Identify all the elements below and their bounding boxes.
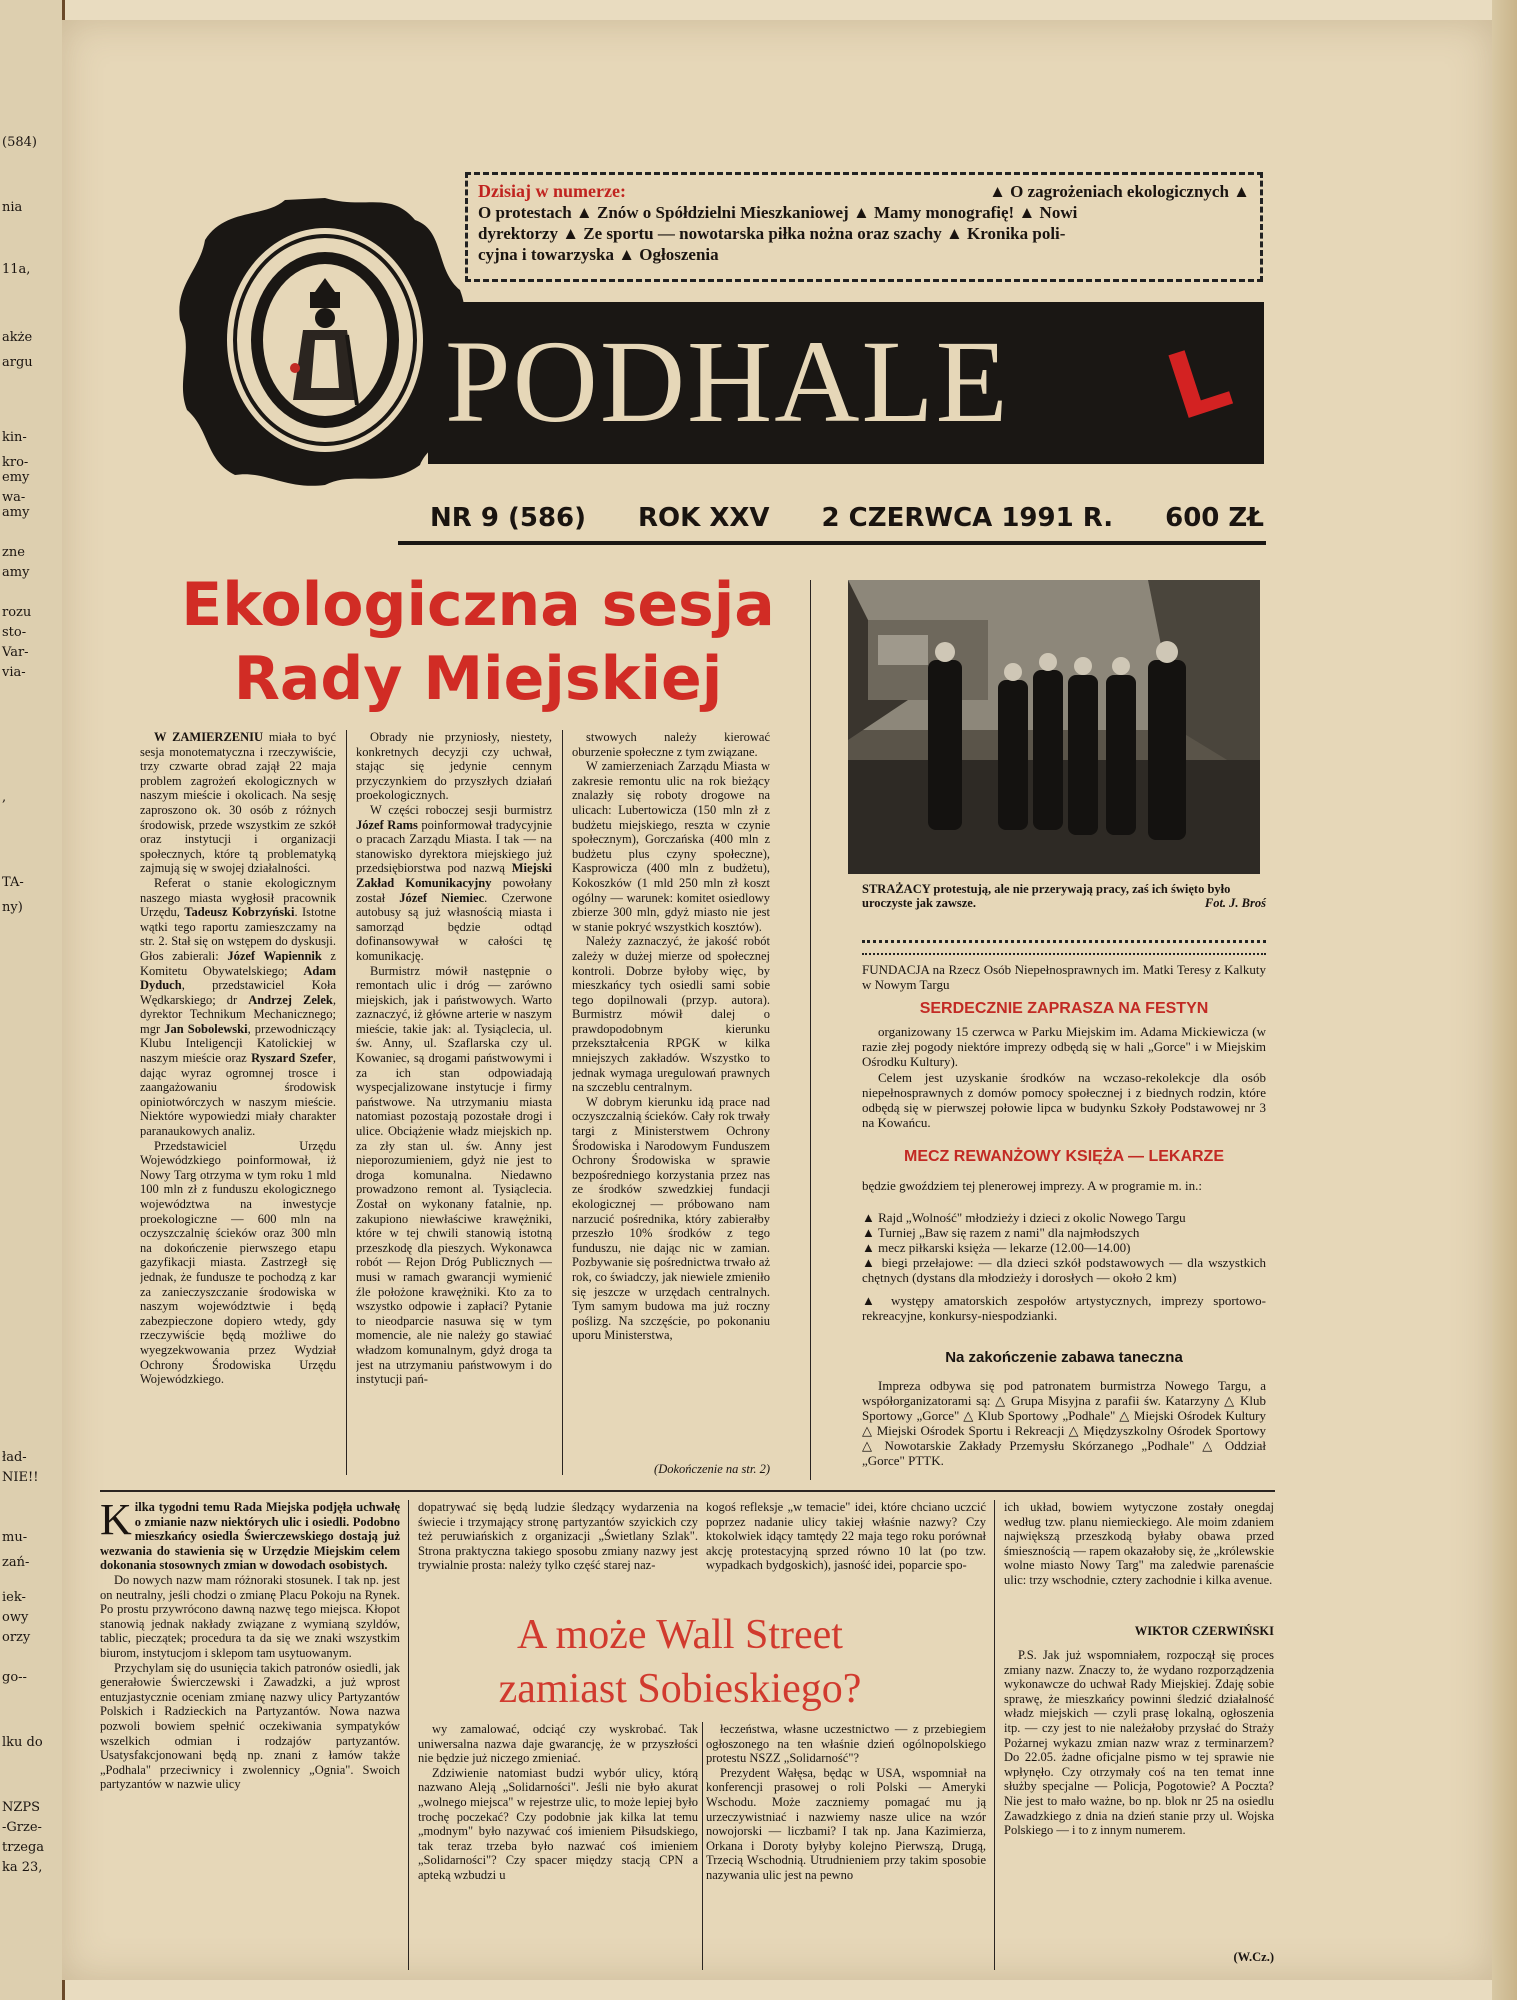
paragraph: Należy zaznaczyć, że jakość robót zależy w dużej mierze od społecznej kontroli. Dobrze byłoby więc, by mieszkańcy tych osiedli sami sobie tego dopilnowali (przyp. autora). Burmistrz mówił dalej o prawdopodobnym kierunku przekształcenia RPGK w kilka mniejszych zakładów. Wszystko to jednak wymaga uregulowań prawnych na szczeblu centralnym. xyxy=(572,934,770,1095)
dance-heading: Na zakończenie zabawa taneczna xyxy=(945,1349,1183,1366)
margin-text-fragment: nia xyxy=(2,200,23,215)
postscript-signature: (W.Cz.) xyxy=(1233,1950,1274,1964)
postscript xyxy=(1004,1648,1274,1948)
photo-credit: Fot. J. Broś xyxy=(1204,896,1266,910)
margin-text-fragment: ny) xyxy=(2,900,23,915)
drop-cap: K xyxy=(100,1500,132,1544)
paragraph: W zamierzeniach Zarządu Miasta w zakresie remontu ulic na rok bieżący znalazły się roboty drogowe na ulicach: Lubertowicza (150 mln zł z budżetu miejskiego, reszta w czynie społecznym), Gorczańska (400 mln z budżetu plus czyny społeczne), Kasprowicza (400 mln z budżetu), Kokoszków (1 mld 250 mln zł koszt ogólny — warunek: komitet osiedlowy zbierze 300 mln, gdyż miasto nie jest w stanie pokryć wszystkich kosztów). xyxy=(572,759,770,934)
margin-text-fragment: , xyxy=(2,790,7,805)
program-item: ▲ biegi przełajowe: — dla dzieci szkół podstawowych — dla wszystkich chętnych (dystans dla młodzieży i dorosłych — około 2 km) xyxy=(862,1255,1266,1285)
festyn-heading: SERDECZNIE ZAPRASZA NA FESTYN xyxy=(919,1000,1209,1017)
match-text: będzie gwoździem tej plenerowej imprezy. A w programie m. in.: xyxy=(862,1178,1202,1193)
column-rule xyxy=(994,1500,995,1970)
paragraph: W ZAMIERZENIU miała to być sesja monotematyczna i rzeczywiście, trzy czwarte obrad zajął 22 maja problem zagrożeń ekologicznych w naszym mieście i okolicach. Na sesję zaproszono ok. 30 osób z różnych środowisk, przede wszystkim ze szkół oraz instytucji i organizacji społecznych, które tą problematyką zajmują się w swojej działalności. xyxy=(140,730,336,876)
margin-text-fragment: go-- xyxy=(2,1670,27,1685)
margin-text-fragment: iek- xyxy=(2,1590,26,1605)
margin-text-fragment: emy xyxy=(2,470,30,485)
margin-text-fragment: rozu xyxy=(2,605,32,620)
paragraph: P.S. Jak już wspomniałem, rozpoczął się proces zmiany nazw. Znaczy to, że wydano rozporządzenia wykonawcze do uchwał Rady Miejskiej. Zdaję sobie sprawę, że mieszkańcy powinni śledzić działalność władz miejskich — czyli prasę lokalną, ogłoszenia itp. — czy jest to nie należałoby przysłać do Straży Pożarnej wykazu zmian nazw wraz z terminarzem? Do 22.05. żadne oficjalne pismo w tej sprawie nie wpłynęło. Czy otrzymały coś na ten temat inne służby specjalne — Policja, Pogotowie? A Poczta? Nie jest to mało ważne, bo np. blok nr 25 na osiedlu Zawadzkiego z dnia na dzień stanie przy ul. Wojska Polskiego — i to z innym numerem. xyxy=(1004,1648,1274,1838)
program-item: ▲ mecz piłkarski księża — lekarze (12.00—14.00) xyxy=(862,1240,1131,1255)
margin-text-fragment: amy xyxy=(2,565,30,580)
program-item: ▲ występy amatorskich zespołów artystycznych, imprezy sportowo-rekreacyjne, konkursy-niespodzianki. xyxy=(862,1293,1266,1323)
contents-line-2: O protestach ▲ Znów o Spółdzielni Mieszkaniowej ▲ Mamy monografię! ▲ Nowi xyxy=(478,203,1078,222)
article-streets-column-2a: dopatrywać się będą ludzie śledzący wydarzenia na świecie i trzymający stronę partyzantów szyickich czy też peruwiańskich z organizacji „Świetlany Szlak". Strona praktyczna takiego sposobu zmiany nazwy jest trywialnie prosta: należy tylko część starej naz- xyxy=(418,1500,698,1573)
program-item: ▲ Turniej „Baw się razem z nami" dla najmłodszych xyxy=(862,1225,1140,1240)
contents-line-4: cyjna i towarzyska ▲ Ogłoszenia xyxy=(478,245,719,264)
publisher-logo-icon: L xyxy=(1155,323,1243,442)
festyn-text: organizowany 15 czerwca w Parku Miejskim im. Adama Mickiewicza (w razie złej pogody niektóre imprezy odbędą się w hali „Gorce" i w Miejskim Ośrodku Kultury). xyxy=(862,1024,1266,1069)
photo-caption xyxy=(862,882,1266,910)
contents-heading: Dzisiaj w numerze: xyxy=(478,181,626,201)
patronage-text: Impreza odbywa się pod patronatem burmistrza Nowego Targu, a współorganizatorami są: △ Grupa Misyjna z parafii św. Katarzyny △ Klub Sportowy „Gorce" △ Klub Sportowy „Podhale" △ Miejski Ośrodek Kultury △ Miejski Ośrodek Sportu i Rekreacji △ Międzyszkolny Ośrodek Sportowy △ Nowotarskie Zakłady Przemysłu Skórzanego „Podhale" △ Oddział „Gorce" PTTK. xyxy=(862,1378,1266,1468)
paragraph: łeczeństwa, własne uczestnictwo — z przebiegiem ogłoszonego na ten właśnie dzień ogólnopolskiego protestu NSZZ „Solidarność"? xyxy=(706,1722,986,1766)
margin-text-fragment: owy xyxy=(2,1610,29,1625)
issue-number: NR 9 (586) xyxy=(430,503,587,533)
paragraph: Przedstawiciel Urzędu Wojewódzkiego poinformował, iż Nowy Targ otrzyma w tym roku 1 mld 100 mln zł z funduszu ekologicznego województwa na inwestycje proekologiczne — 600 mln na oczyszczalnię ścieków oraz 300 mln na dokończenie pierwszego etapu gazyfikacji miasta. Zastrzegł się jednak, że fundusze te pochodzą z kar za zanieczyszczanie środowiska w naszym województwie i będą zabezpieczone dopiero wtedy, gdy rzeczywiście będą możliwe do wyegzekwowania przez Wydział Ochrony Środowiska Urzędu Wojewódzkiego. xyxy=(140,1138,336,1387)
margin-text-fragment: zań- xyxy=(2,1555,30,1570)
article-streets-column-2b xyxy=(418,1722,698,1970)
margin-text-fragment: ka 23, xyxy=(2,1860,43,1875)
paragraph: Burmistrz mówił następnie o remontach ulic i dróg — zarówno miejskich, jak i państwowych. Warto zaznaczyć, iż główne arterie w naszym mieście, takie jak: al. Tysiąclecia, ul. św. Anny, ul. Szaflarska czy ul. Kowaniec, są drogami państwowymi i za ich stan odpowiadają wyspecjalizowane instytucje i firmy państwowe. Na utrzymaniu miasta natomiast pozostają pozostałe drogi i ulice. Obciążenie władz miejskich np. za zły stan ul. św. Anny jest nieporozumieniem, gdyż nie jest to droga komunalna. Niedawno prowadzono remont al. Tysiąclecia. Został on wykonany fatalnie, np. zakupiono niewłaściwe krawężniki, które w tej chwili stanowią istotną przeszkodę dla pieszych. Wykonawca robót — Rejon Dróg Publicznych — musi w ramach gwarancji wymienić źle położone krawężniki. Kto za to wszystko odpowie i zapłaci? Pytanie to nieodparcie nasuwa się w tym momencie, ale nie należy go stawiać władzom komunalnym, gdyż droga ta jest na utrzymaniu państwowym i do instytucji pań- xyxy=(356,963,552,1387)
margin-text-fragment: trzega xyxy=(2,1840,45,1855)
paragraph: Obrady nie przyniosły, niestety, konkretnych decyzji czy uchwał, stając się jedynie cennym przyczynkiem do przyszłych działań proekologicznych. xyxy=(356,730,552,803)
contents-line-1: ▲ O zagrożeniach ekologicznych ▲ xyxy=(989,182,1250,201)
article-streets-column-3a: kogoś refleksje „w temacie" idei, które chciano uczcić poprzez nadanie ulicy takiej właśnie nazwy? Czy ktokolwiek idący tamtędy 22 maja tego roku porównał akcję protestacyjną sprzed równo 10 lat (po tzw. wypadkach bydgoskich), jasność idei, poparcie spo- xyxy=(706,1500,986,1573)
margin-text-fragment: -Grze- xyxy=(2,1820,42,1835)
paragraph: Przychylam się do usunięcia takich patronów osiedli, jak generałowie Świerczewski i Zawadzki, a już wprost entuzjastycznie oceniam zmianę nazwy ulicy Partyzantów Polskich i Radzieckich na Partyzantów. Nowa nazwa pozwoli bowiem spełnić oczekiwania sympatyków wszelkich odmian i rodzajów partyzantów. Usatysfakcjonowani będą np. znani z łamów także „Podhala" przeciwnicy i zwolennicy „Ognia". Swoich partyzantów w nazwie ulicy xyxy=(100,1660,400,1792)
headline-ecology-line-2: Rady Miejskiej xyxy=(233,644,723,714)
margin-text-fragment: zne xyxy=(2,545,25,560)
article-ecology-column-3 xyxy=(572,730,770,1462)
program-item: ▲ Rajd „Wolność" młodzieży i dzieci z okolic Nowego Targu xyxy=(862,1210,1186,1225)
masthead-rule xyxy=(398,541,1266,545)
paragraph: ilka tygodni temu Rada Miejska podjęła uchwałę o zmianie nazw niektórych ulic i osiedli. Podobno mieszkańcy osiedla Świerczewskiego dostają już wezwania do stawienia się w Urzędzie Miejskim celem dokonania stosownych zmian w dowodach osobistych. xyxy=(100,1500,400,1573)
article-streets-column-1 xyxy=(100,1500,400,1970)
contents-line-3: dyrektorzy ▲ Ze sportu — nowotarska piłka nożna oraz szachy ▲ Kronika poli- xyxy=(478,224,1066,243)
headline-streets-line-1: A może Wall Street xyxy=(517,1612,843,1658)
paragraph: W dobrym kierunku idą prace nad oczyszczalnią ścieków. Cały rok trwały targi z Ministerstwem Ochrony Środowiska i Narodowym Funduszem Ochrony Środowiska w sprawie bezpośredniego korzystania przez nas ze środków szwedzkiej fundacji ekologicznej — próbowano nam narzucić pośrednika, który zabierałby przeszło 10% środków z tego funduszu, nie dając nic w zamian. Pozbywanie się pośrednictwa trwało aż rok, co świadczy, jak niewiele zmieniło się jeszcze w urzędach centralnych. Tym samym budowa ma już roczny poślizg. Na szczęście, po pokonaniu uporu Ministerstwa, xyxy=(572,1094,770,1343)
headline-streets-line-2: zamiast Sobieskiego? xyxy=(498,1666,862,1712)
paragraph: stwowych należy kierować oburzenie społeczne z tym związane. xyxy=(572,730,770,759)
margin-text-fragment: (584) xyxy=(2,135,37,150)
margin-text-fragment: kro- xyxy=(2,455,29,470)
margin-text-fragment: via- xyxy=(2,665,26,680)
margin-text-fragment: lku do xyxy=(2,1735,43,1750)
paragraph: Zdziwienie natomiast budzi wybór ulicy, którą nazwano Aleją „Solidarności". Jeśli nie było akurat „wolnego miejsca" w rejestrze ulic, to może lepiej było trochę poczekać? Czy podobnie jak kilka lat temu „modnym" było nazywać coś imieniem Piłsudskiego, tak teraz trzeba było nazwać coś imieniem „Solidarności"? Czy spacer między stacją CPN a apteką wzbudzi u xyxy=(418,1765,698,1882)
headline-streets xyxy=(420,1608,940,1716)
paragraph: Prezydent Wałęsa, będąc w USA, wspomniał na konferencji prasowej o roli Polski — Ameryki Wschodu. Może zaczniemy pomagać mu ją urzeczywistniać i nazwiemy nasze ulice na wzór nowojorski — liczbami? I tak np. Jana Kazimierza, Orkana i Doroty byłyby kolejno Pierwszą, Drugą, Trzecią Wschodnią. Utrudnieniem przy takim sposobie nazywania ulic jest na pewno xyxy=(706,1765,986,1882)
margin-text-fragment: TA- xyxy=(2,875,24,890)
issue-date: 2 CZERWCA 1991 R. xyxy=(821,503,1114,533)
article-ecology-column-1 xyxy=(140,730,336,1478)
margin-text-fragment: Var- xyxy=(2,645,29,660)
paragraph: wy zamalować, odciąć czy wyskrobać. Tak uniwersalna nazwa daje gwarancję, że w przyszłości nie będzie już niczego zmieniać. xyxy=(418,1722,698,1766)
column-rule xyxy=(810,580,811,1480)
issue-price: 600 ZŁ xyxy=(1165,503,1264,533)
margin-text-fragment: argu xyxy=(2,355,33,370)
firefighters-photo xyxy=(848,580,1260,874)
festyn-text-2: Celem jest uzyskanie środków na wczaso-rekolekcje dla osób niepełnosprawnych z domów pomocy społecznej i z biednych rodzin, które odbędą się w pierwszej połowie lipca w budynku Szkoły Podstawowej nr 3 na Kowańcu. xyxy=(862,1070,1266,1130)
paragraph: Do nowych nazw mam różnoraki stosunek. I tak np. jest on neutralny, jeśli chodzi o zmianę Placu Pokoju na Rynek. Po prostu przywrócono dawną nazwę tego miejsca. Kłopot stanowią jednak nakłady związane z wymianą szyldów, tablic, pieczątek; procedura ta da się we znaki wszystkim biurom, instytucjom i sklepom tam usytuowanym. xyxy=(100,1572,400,1660)
photo-caption-text: STRAŻACY protestują, ale nie przerywają pracy, zaś ich święto było uroczyste jak zawsze. xyxy=(862,882,1231,910)
contents-box xyxy=(465,172,1263,282)
column-rule xyxy=(408,1500,409,1970)
paragraph: Referat o stanie ekologicznym naszego miasta wygłosił pracownik Urzędu, Tadeusz Kobrzyński. Istotne wątki tego raportu zamieszczamy na str. 2. Stał się on wstępem do dyskusji. Głos zabierali: Józef Wapiennik z Komitetu Obywatelskiego; Adam Dyduch, przedstawiciel Koła Wędkarskiego; dr Andrzej Zelek, dyrektor Technikum Mechanicznego; mgr Jan Sobolewski, przewodniczący Klubu Inteligencji Katolickiej w naszym mieście oraz Ryszard Szefer, dając wyraz ogromnej trosce i zaangażowaniu środowisk opiniotwórczych w naszym mieście. Niektóre wypowiedzi miały charakter paranaukowych analiz. xyxy=(140,875,336,1139)
match-heading: MECZ REWANŻOWY KSIĘŻA — LEKARZE xyxy=(904,1148,1224,1165)
column-rule xyxy=(346,730,347,1475)
issue-line xyxy=(430,498,1264,538)
margin-text-fragment: NIE!! xyxy=(2,1470,39,1485)
margin-text-fragment: wa- xyxy=(2,490,26,505)
program-list xyxy=(862,1210,1266,1323)
margin-text-fragment: akże xyxy=(2,330,33,345)
headline-ecology-line-1: Ekologiczna sesja xyxy=(181,570,775,640)
margin-text-fragment: kin- xyxy=(2,430,27,445)
masthead-title: PODHALE xyxy=(445,316,1010,447)
author-signature: WIKTOR CZERWIŃSKI xyxy=(1134,1624,1274,1638)
column-rule xyxy=(702,1722,703,1970)
dotted-divider xyxy=(862,940,1266,955)
page-edge xyxy=(1492,0,1517,2000)
issue-year: ROK XXV xyxy=(638,503,770,533)
previous-page-edge xyxy=(0,0,65,2000)
article-ecology-column-2 xyxy=(356,730,552,1478)
paragraph: W części roboczej sesji burmistrz Józef Rams poinformował tradycyjnie o pracach Zarządu Miasta. I tak — na stanowisko dyrektora miejskiego już przedsiębiorstwa pod nazwą Miejski Zakład Komunikacyjny powołany został Józef Niemiec. Czerwone autobusy są już własnością miasta i samorząd będzie odtąd dofinansowywał w całości tę komunikację. xyxy=(356,802,552,963)
margin-text-fragment: mu- xyxy=(2,1530,28,1545)
fundacja-text: FUNDACJA na Rzecz Osób Niepełnosprawnych im. Matki Teresy z Kalkuty w Nowym Targu xyxy=(862,962,1266,992)
margin-text-fragment: sto- xyxy=(2,625,27,640)
continued-note: (Dokończenie na str. 2) xyxy=(654,1462,770,1476)
headline-ecology xyxy=(148,568,808,716)
margin-text-fragment: amy xyxy=(2,505,30,520)
margin-text-fragment: ład- xyxy=(2,1450,27,1465)
margin-text-fragment: NZPS xyxy=(2,1800,41,1815)
margin-text-fragment: orzy xyxy=(2,1630,31,1645)
article-streets-column-3b xyxy=(706,1722,986,1970)
section-rule xyxy=(100,1490,1275,1492)
article-streets-column-4: ich układ, bowiem wytyczone zostały onegdaj według tzw. planu niemieckiego. Ale moim zdaniem największą przeszkodą byłaby obawa przed śmiesznością — rapem okazałoby się, że „królewskie wolne miasto Nowy Targ" ma zaledwie parenaście ulic: trzy wschodnie, cztery zachodnie i kilka avenue. xyxy=(1004,1500,1274,1587)
column-rule xyxy=(562,730,563,1475)
margin-text-fragment: 11a, xyxy=(2,262,31,277)
